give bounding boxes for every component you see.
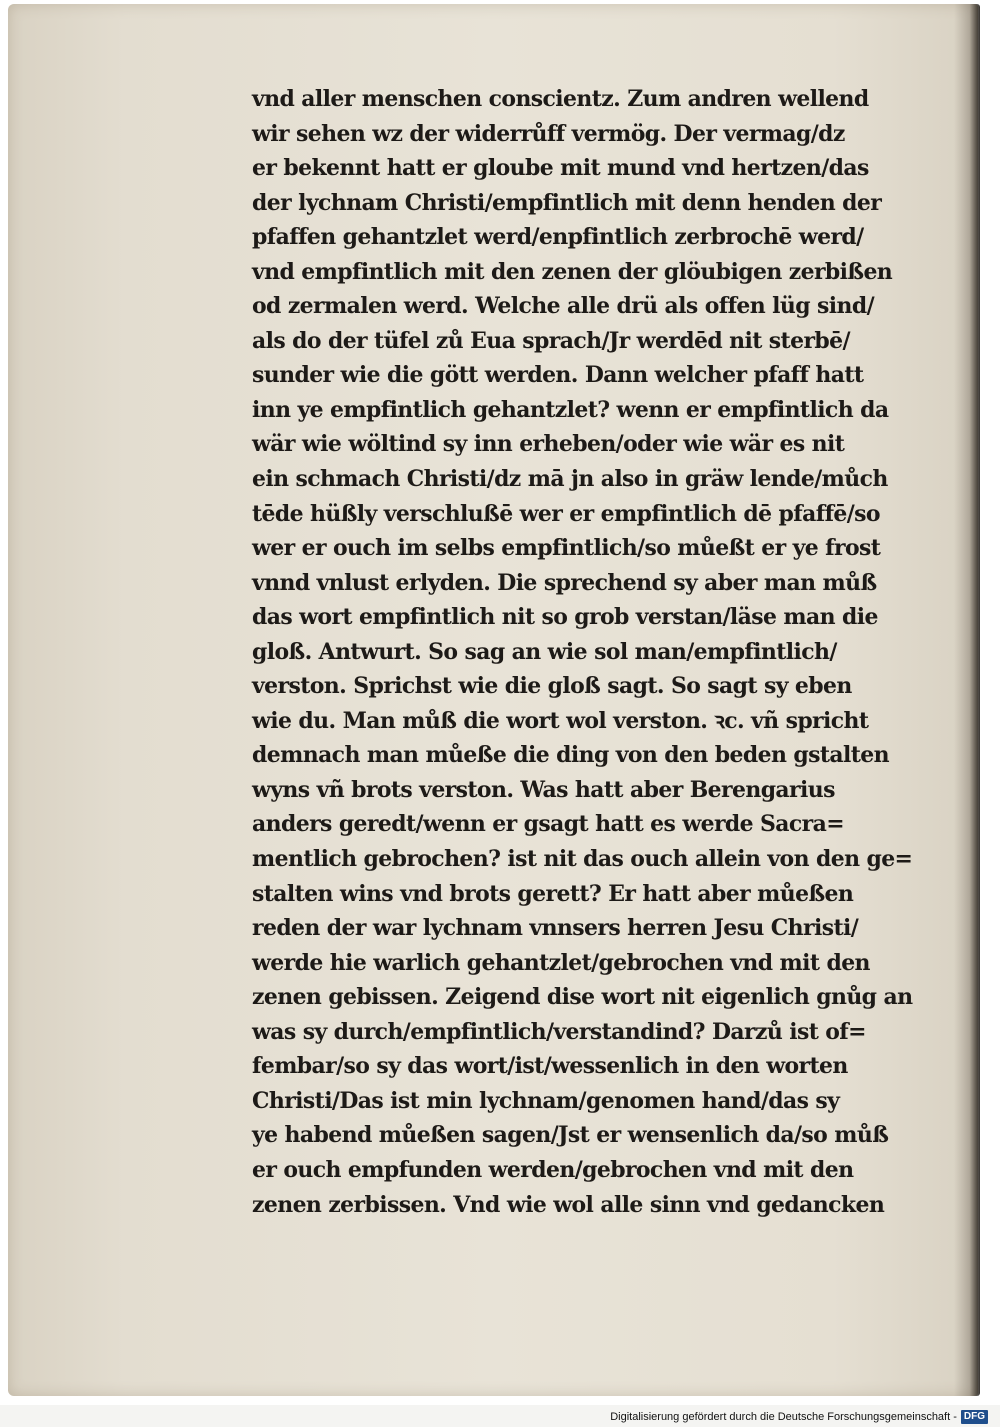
spine-shadow	[954, 4, 980, 1396]
text-line: inn ye empfintlich gehantzlet? wenn er empfintlich da	[252, 396, 889, 423]
text-line: Christi/Das ist min lychnam/genomen hand/das sy	[252, 1087, 840, 1114]
text-line: vnnd vnlust erlyden. Die sprechend sy aber man můß	[252, 569, 877, 596]
text-line: demnach man můeße die ding von den beden gstalten	[252, 742, 890, 769]
text-line: od zermalen werd. Welche alle drü als offen lüg sind/	[252, 293, 875, 320]
text-line: wir sehen wz der widerrůff vermög. Der vermag/dz	[252, 120, 845, 147]
text-line: vnd empfintlich mit den zenen der glöubigen zerbißen	[252, 258, 893, 285]
text-line: das wort empfintlich nit so grob verstan/läse man die	[252, 604, 878, 631]
text-line: vnd aller menschen conscientz. Zum andren wellend	[252, 86, 869, 112]
text-line: ye habend můeßen sagen/Jst er wensenlich da/so můß	[252, 1122, 889, 1149]
text-line: er ouch empfunden werden/gebrochen vnd mit den	[252, 1156, 854, 1183]
text-line: was sy durch/empfintlich/verstandind? Darzů ist of=	[252, 1018, 866, 1045]
text-line: fembar/so sy das wort/ist/wessenlich in den worten	[252, 1053, 848, 1080]
text-line: sunder wie die gött werden. Dann welcher pfaff hatt	[252, 362, 864, 389]
text-line: wie du. Man můß die wort wol verston. ꝛc. vñ spricht	[252, 707, 869, 734]
text-line: gloß. Antwurt. So sag an wie sol man/empfintlich/	[252, 638, 837, 665]
text-block	[252, 82, 952, 1222]
text-line: der lychnam Christi/empfintlich mit denn henden der	[252, 189, 882, 216]
text-line: er bekennt hatt er gloube mit mund vnd hertzen/das	[252, 155, 869, 182]
text-line: stalten wins vnd brots gerett? Er hatt aber můeßen	[252, 880, 854, 907]
text-line: wer er ouch im selbs empfintlich/so můeßt er ye frost	[252, 535, 881, 562]
text-line: pfaffen gehantzlet werd/enpfintlich zerbrochē werd/	[252, 224, 864, 251]
text-line: werde hie warlich gehantzlet/gebrochen vnd mit den	[252, 949, 870, 976]
text-line: mentlich gebrochen? ist nit das ouch allein von den ge=	[252, 846, 913, 873]
text-line: als do der tüfel zů Eua sprach/Jr werdēd nit sterbē/	[252, 327, 850, 354]
text-line: wyns vñ brots verston. Was hatt aber Berengarius	[252, 776, 835, 803]
text-line: zenen gebissen. Zeigend dise wort nit eigenlich gnůg an	[252, 984, 913, 1011]
dfg-logo: DFG	[961, 1410, 988, 1424]
text-line: wär wie wöltind sy inn erheben/oder wie wär es nit	[252, 431, 845, 458]
text-line: zenen zerbissen. Vnd wie wol alle sinn vnd gedancken	[252, 1191, 885, 1218]
credit-text: Digitalisierung gefördert durch die Deutsche Forschungsgemeinschaft -	[610, 1411, 957, 1423]
text-line: tēde hüßly verschlußē wer er empfintlich dē pfaffē/so	[252, 500, 880, 527]
text-line: verston. Sprichst wie die gloß sagt. So sagt sy eben	[252, 673, 852, 700]
text-line: anders geredt/wenn er gsagt hatt es werde Sacra=	[252, 811, 845, 838]
digitization-credit	[610, 1409, 988, 1425]
text-line: reden der war lychnam vnnsers herren Jesu Christi/	[252, 915, 859, 942]
text-line: ein schmach Christi/dz mā jn also in gräw lende/můch	[252, 466, 888, 493]
